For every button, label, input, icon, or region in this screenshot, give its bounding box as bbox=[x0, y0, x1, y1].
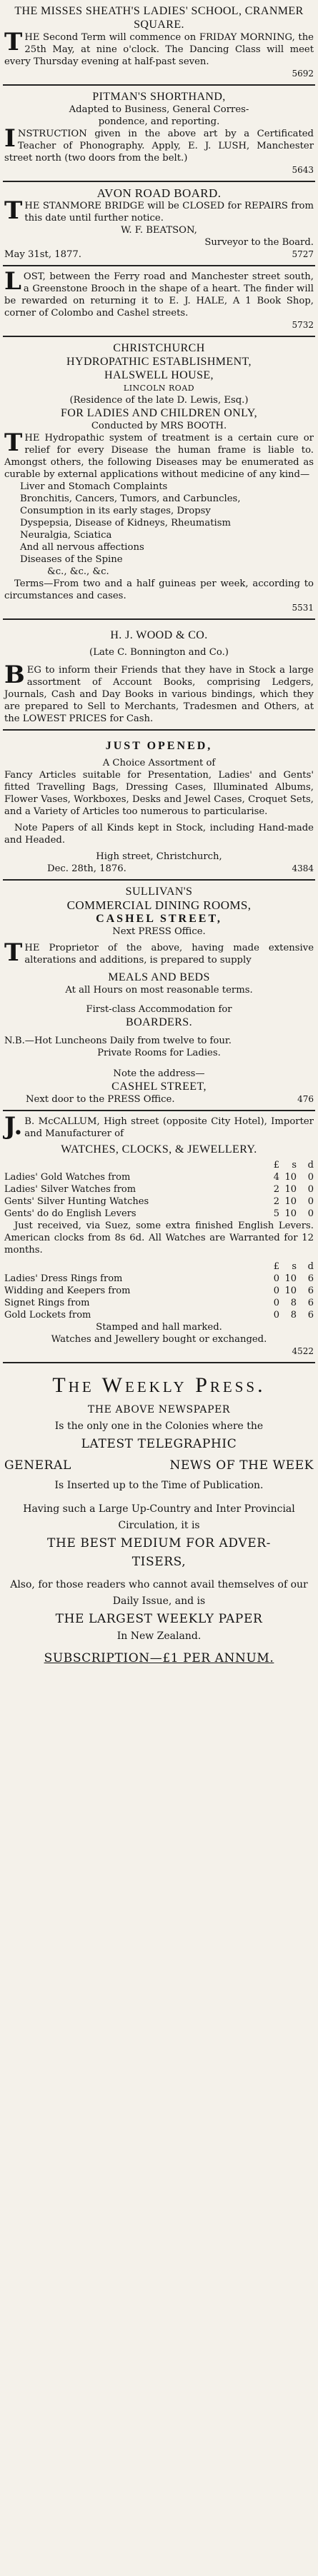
ad-number: 4384 bbox=[292, 863, 314, 873]
col-pence: d bbox=[307, 1261, 314, 1272]
ad-heading: FOR LADIES AND CHILDREN ONLY, bbox=[60, 407, 258, 419]
ad-subline: pondence, and reporting. bbox=[98, 116, 220, 127]
ad-wood-and-co bbox=[3, 620, 315, 729]
ad-heading: THE MISSES SHEATH'S LADIES' SCHOOL, CRANMER SQUARE. bbox=[14, 5, 304, 31]
ad-number: 476 bbox=[297, 1094, 314, 1104]
ad-heading: CHRISTCHURCH bbox=[113, 342, 205, 354]
ad-body: THE Proprietor of the above, having made extensive alterations and additions, is prepared to supply bbox=[4, 938, 314, 967]
ad-date-row bbox=[4, 863, 314, 875]
weekly-press-line: THE ABOVE NEWSPAPER bbox=[87, 1404, 231, 1415]
price-pence: 0 bbox=[307, 1184, 314, 1195]
ad-note: Note Papers of all Kinds kept in Stock, including Hand-made and Headed. bbox=[4, 823, 314, 846]
ad-just-opened bbox=[3, 731, 315, 879]
disease-list-item: Neuralgia, Sciatica bbox=[20, 530, 112, 541]
ad-stamped: Stamped and hall marked. bbox=[96, 1322, 222, 1333]
price-header-row bbox=[4, 1159, 314, 1171]
weekly-press-line: LATEST TELEGRAPHIC bbox=[81, 1437, 237, 1451]
ad-lost-brooch bbox=[3, 266, 315, 336]
weekly-press-news-row bbox=[4, 1453, 314, 1478]
ad-heading: HYDROPATHIC ESTABLISHMENT, bbox=[66, 356, 252, 368]
ad-hydropathic bbox=[3, 337, 315, 618]
weekly-press-line: In New Zealand. bbox=[116, 1630, 202, 1642]
ad-subline: Adapted to Business, General Corres- bbox=[69, 104, 249, 115]
price-shillings: 10 bbox=[284, 1286, 297, 1296]
price-pence: 6 bbox=[307, 1286, 314, 1296]
weekly-press-line: GENERAL bbox=[4, 1458, 71, 1473]
ad-heading: COMMERCIAL DINING ROOMS, bbox=[66, 898, 252, 912]
price-shillings: 10 bbox=[284, 1273, 297, 1284]
disease-list-item: Diseases of the Spine bbox=[20, 554, 123, 565]
ad-conducted: Conducted by MRS BOOTH. bbox=[91, 421, 227, 431]
price-item: Ladies' Silver Watches from bbox=[4, 1184, 136, 1195]
ad-body: INSTRUCTION given in the above art by a Certificated Teacher of Phonography. Apply, E. J. LUSH, Manchester street north (two doors from the belt.) bbox=[4, 124, 314, 164]
ad-date: Dec. 28th, 1876. bbox=[47, 863, 126, 874]
ad-avon-road-board bbox=[3, 182, 315, 265]
ad-heading: MEALS AND BEDS bbox=[108, 971, 210, 983]
disease-list-item: Consumption in its early stages, Dropsy bbox=[20, 506, 211, 516]
weekly-press-line: THE BEST MEDIUM FOR ADVER- bbox=[47, 1536, 271, 1550]
price-shillings: 8 bbox=[290, 1310, 297, 1320]
disease-list-item: And all nervous affections bbox=[20, 542, 144, 553]
price-pence: 0 bbox=[307, 1196, 314, 1207]
price-row bbox=[4, 1273, 314, 1285]
ad-heading: JUST OPENED, bbox=[105, 740, 213, 752]
disease-list-item: Bronchitis, Cancers, Tumors, and Carbuncles, bbox=[20, 493, 241, 504]
disease-list-item: Dyspepsia, Disease of Kidneys, Rheumatism bbox=[20, 518, 231, 528]
ad-subheading: A Choice Assortment of bbox=[102, 758, 216, 768]
price-pounds: 0 bbox=[273, 1273, 279, 1284]
ad-date-row bbox=[4, 249, 314, 261]
ad-number: 5643 bbox=[292, 165, 314, 175]
price-pounds: 2 bbox=[273, 1184, 279, 1195]
ad-heading: BOARDERS. bbox=[126, 1016, 192, 1028]
price-pounds: 0 bbox=[273, 1286, 279, 1296]
col-shillings: s bbox=[292, 1160, 297, 1171]
price-row bbox=[4, 1183, 314, 1196]
ad-next: Next door to the PRESS Office. bbox=[26, 1094, 175, 1105]
disease-list-item: &c., &c., &c. bbox=[47, 566, 109, 577]
price-item: Gold Lockets from bbox=[4, 1310, 91, 1320]
price-pence: 0 bbox=[307, 1172, 314, 1183]
price-row bbox=[4, 1196, 314, 1208]
price-item: Gents' do do English Levers bbox=[4, 1208, 136, 1219]
ad-number: 5531 bbox=[292, 603, 314, 613]
ad-number: 5692 bbox=[292, 69, 314, 79]
ad-address: High street, Christchurch, bbox=[96, 851, 222, 862]
price-shillings: 10 bbox=[284, 1172, 297, 1183]
ad-heading: WATCHES, CLOCKS, & JEWELLERY. bbox=[61, 1143, 257, 1156]
price-pence: 6 bbox=[307, 1310, 314, 1320]
weekly-press-line: Also, for those readers who cannot avail themselves of our Daily Issue, and is bbox=[10, 1579, 308, 1607]
weekly-press-line: Is Inserted up to the Time of Publication. bbox=[54, 1480, 264, 1491]
price-item: Ladies' Gold Watches from bbox=[4, 1172, 131, 1183]
ad-footer: Watches and Jewellery bought or exchanged. bbox=[51, 1334, 267, 1345]
ad-heading: HALSWELL HOUSE, bbox=[104, 369, 214, 381]
ad-note: Note the address— bbox=[113, 1068, 205, 1079]
price-shillings: 10 bbox=[284, 1196, 297, 1207]
ad-first-class: First-class Accommodation for bbox=[86, 1004, 232, 1015]
col-pounds: £ bbox=[273, 1160, 279, 1171]
ad-terms: Terms—From two and a half guineas per week, according to circumstances and cases. bbox=[4, 578, 314, 601]
price-item: Signet Rings from bbox=[4, 1298, 90, 1308]
weekly-press-line: Having such a Large Up-Country and Inter Provincial Circulation, it is bbox=[23, 1503, 295, 1531]
ad-body: THE Second Term will commence on FRIDAY MORNING, the 25th May, at nine o'clock. The Dancing Class will meet every Thursday evening at half-past seven. bbox=[4, 28, 314, 67]
price-pence: 0 bbox=[307, 1208, 314, 1219]
ad-sheath-school bbox=[3, 0, 315, 84]
price-item: Gents' Silver Hunting Watches bbox=[4, 1196, 149, 1207]
ad-sullivans-dining bbox=[3, 881, 315, 1110]
ad-body: THE STANMORE BRIDGE will be CLOSED for REPAIRS from this date until further notice. bbox=[4, 196, 314, 225]
col-shillings: s bbox=[292, 1261, 297, 1272]
ad-number: 4522 bbox=[292, 1346, 314, 1356]
price-pounds: 0 bbox=[273, 1310, 279, 1320]
ad-signer: W. F. BEATSON, bbox=[121, 225, 197, 236]
price-header-row bbox=[4, 1261, 314, 1273]
price-row bbox=[4, 1309, 314, 1321]
ad-heading: SULLIVAN'S bbox=[125, 886, 193, 898]
col-pounds: £ bbox=[273, 1261, 279, 1272]
ad-private: Private Rooms for Ladies. bbox=[97, 1048, 221, 1058]
ad-next-row bbox=[4, 1093, 314, 1106]
ad-weekly-press bbox=[3, 1363, 315, 1672]
ad-mccallum-watches bbox=[3, 1111, 315, 1362]
price-row bbox=[4, 1285, 314, 1297]
ad-body: J.B. McCALLUM, High street (opposite City Hotel), Importer and Manufacturer of bbox=[4, 1112, 314, 1141]
ad-subheading: LINCOLN ROAD bbox=[123, 384, 195, 393]
price-table bbox=[4, 1261, 314, 1321]
ad-middle: Just received, via Suez, some extra finished English Levers. American clocks from 8s 6d. All Watches are Warranted for 12 months. bbox=[4, 1221, 314, 1256]
ad-heading: AVON ROAD BOARD. bbox=[96, 186, 222, 200]
weekly-press-line: NEWS OF THE WEEK bbox=[169, 1458, 314, 1473]
price-shillings: 10 bbox=[284, 1184, 297, 1195]
price-pounds: 0 bbox=[273, 1298, 279, 1308]
weekly-press-line: THE LARGEST WEEKLY PAPER bbox=[55, 1612, 263, 1626]
ad-number: 5732 bbox=[292, 320, 314, 330]
ad-residence: (Residence of the late D. Lewis, Esq.) bbox=[69, 395, 249, 406]
price-pounds: 2 bbox=[273, 1196, 279, 1207]
ad-body: LOST, between the Ferry road and Manchester street south, a Greenstone Brooch in the shape of a heart. The finder will be rewarded on returning it to E. J. HALE, A 1 Book Shop, corner of Colombo and Cashel streets. bbox=[4, 267, 314, 319]
price-pounds: 4 bbox=[273, 1172, 279, 1183]
price-row bbox=[4, 1171, 314, 1183]
weekly-press-line: TISERS, bbox=[131, 1555, 187, 1569]
ad-nb: N.B.—Hot Luncheons Daily from twelve to four. bbox=[4, 1036, 232, 1046]
ad-subheading: Next PRESS Office. bbox=[112, 926, 206, 937]
ad-subheading: (Late C. Bonnington and Co.) bbox=[89, 647, 229, 658]
ad-body: THE Hydropathic system of treatment is a certain cure or relief for every Disease the human frame is liable to. Amongst others, the following Diseases may be enumerated as curable by external applications without medicine of any kind— bbox=[4, 429, 314, 480]
price-shillings: 10 bbox=[284, 1208, 297, 1219]
ad-heading: CASHEL STREET, bbox=[111, 1081, 207, 1093]
price-pence: 6 bbox=[307, 1298, 314, 1308]
disease-list-item: Liver and Stomach Complaints bbox=[20, 481, 168, 492]
price-shillings: 8 bbox=[290, 1298, 297, 1308]
weekly-press-subscription: SUBSCRIPTION—£1 PER ANNUM. bbox=[44, 1651, 274, 1665]
ad-date: May 31st, 1877. bbox=[4, 249, 81, 260]
weekly-press-title: The Weekly Press. bbox=[52, 1373, 266, 1397]
ad-hours: At all Hours on most reasonable terms. bbox=[65, 985, 253, 996]
newspaper-advertisement-column bbox=[3, 0, 315, 2576]
price-item: Widding and Keepers from bbox=[4, 1286, 131, 1296]
ad-body: BEG to inform their Friends that they have in Stock a large assortment of Account Books, comprising Ledgers, Journals, Cash and Day Books in various bindings, which they are prepared to Sell to Merchants, Tradesmen and Others, at the LOWEST PRICES for Cash. bbox=[4, 661, 314, 724]
ad-signer-role: Surveyor to the Board. bbox=[204, 237, 314, 248]
ad-number: 5727 bbox=[292, 249, 314, 259]
price-table bbox=[4, 1159, 314, 1220]
ad-body: Fancy Articles suitable for Presentation, Ladies' and Gents' fitted Travelling Bags, Dressing Cases, Illuminated Albums, Flower Vases, Workboxes, Desks and Jewel Cases, Croquet Sets, and a Variety of Articles too numerous to particularise. bbox=[4, 770, 314, 817]
ad-heading: PITMAN'S SHORTHAND, bbox=[92, 91, 226, 103]
ad-heading: H. J. WOOD & CO. bbox=[110, 629, 208, 641]
ad-heading: CASHEL STREET, bbox=[96, 913, 222, 925]
col-pence: d bbox=[307, 1160, 314, 1171]
price-row bbox=[4, 1208, 314, 1220]
ad-pitman-shorthand bbox=[3, 86, 315, 181]
price-pounds: 5 bbox=[273, 1208, 279, 1219]
price-item: Ladies' Dress Rings from bbox=[4, 1273, 123, 1284]
weekly-press-line: Is the only one in the Colonies where the bbox=[54, 1420, 264, 1432]
price-row bbox=[4, 1297, 314, 1309]
price-pence: 6 bbox=[307, 1273, 314, 1284]
